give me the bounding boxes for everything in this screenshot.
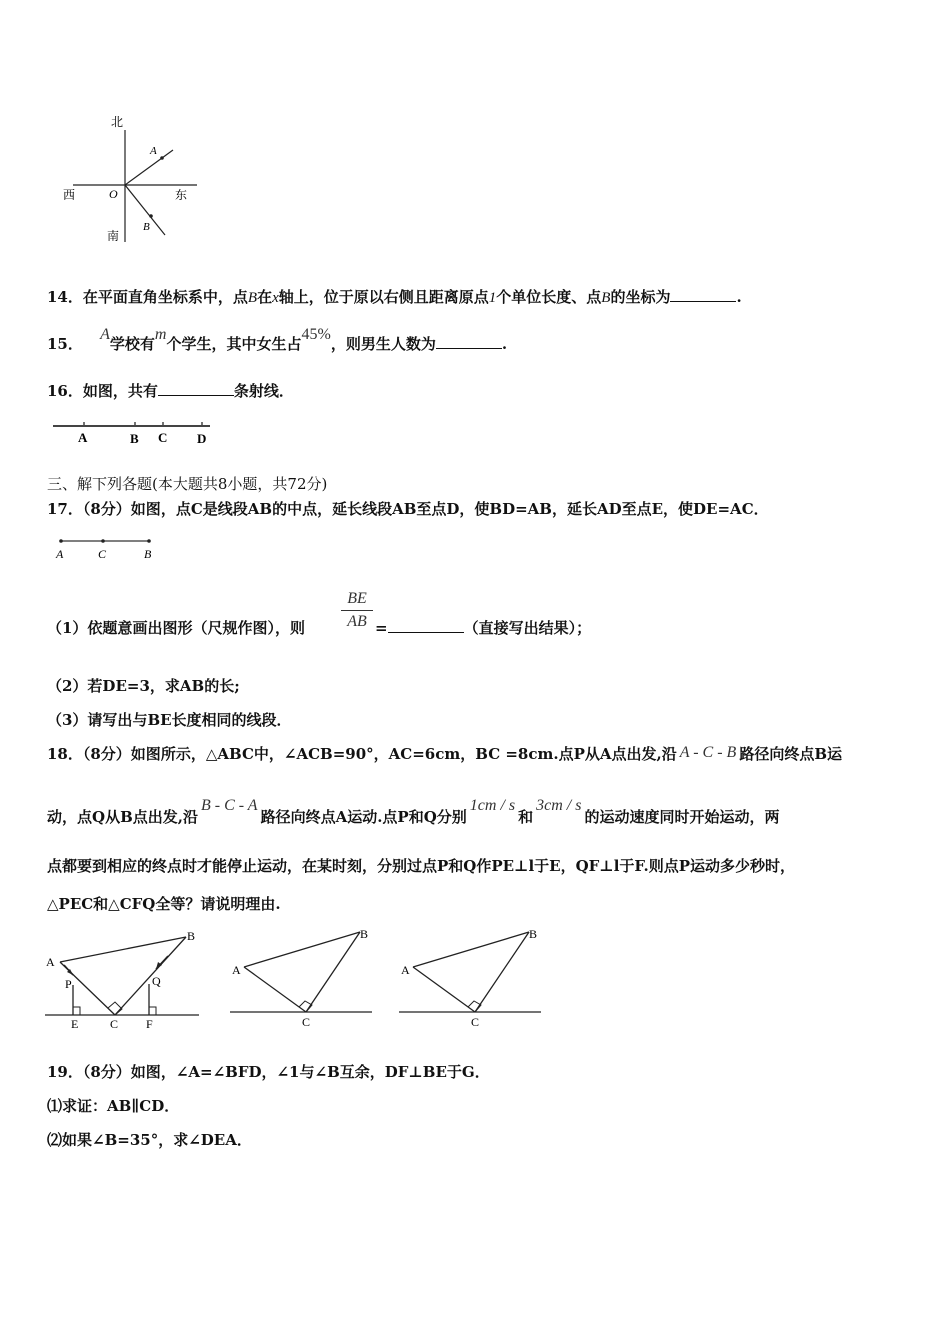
q16-number: 16． bbox=[47, 382, 83, 400]
question-18-line-1: 18．（8分）如图所示，△ABC中，∠ACB=90°，AC=6cm，BC =8cm.点P从A点出发,沿 A - C - B 路径向终点B运 bbox=[47, 744, 843, 763]
q18-figure-2 bbox=[226, 922, 376, 1032]
q18-number: 18． bbox=[47, 745, 83, 763]
q17-label-c: C bbox=[98, 547, 107, 561]
compass-south: 南 bbox=[107, 229, 120, 243]
q18-fig1-label-e: E bbox=[71, 1017, 79, 1031]
compass-north: 北 bbox=[111, 115, 124, 129]
q18-figure-3 bbox=[395, 922, 545, 1032]
q17-part-3: （3）请写出与BE长度相同的线段． bbox=[47, 711, 292, 729]
q19-part-2: ⑵如果∠B=35°，求∠DEA． bbox=[47, 1131, 252, 1149]
q16-answer-blank[interactable] bbox=[158, 381, 234, 396]
q17-label-a: A bbox=[56, 547, 64, 561]
compass-point-b: B bbox=[143, 221, 150, 233]
section-3-heading: 三、解下列各题(本大题共8小题，共72分) bbox=[47, 475, 328, 493]
compass-figure bbox=[55, 110, 205, 245]
q18-fig1-label-c: C bbox=[110, 1017, 119, 1031]
question-17: 17．（8分）如图，点C是线段AB的中点，延长线段AB至点D，使BD=AB，延长AD至点E，使DE=AC． bbox=[47, 500, 769, 518]
q17-fraction-numerator: BE bbox=[341, 590, 373, 611]
compass-west: 西 bbox=[63, 188, 76, 202]
q18-fig1-label-q: Q bbox=[152, 974, 161, 988]
q15-answer-blank[interactable] bbox=[436, 334, 502, 349]
q18-fig1-label-p: P bbox=[65, 977, 72, 991]
q16-label-a: A bbox=[78, 430, 88, 445]
q16-label-c: C bbox=[158, 430, 168, 445]
question-19: 19．（8分）如图，∠A=∠BFD，∠1与∠B互余，DF⊥BE于G． bbox=[47, 1063, 490, 1081]
question-18-line-2: 动，点Q从B点出发,沿B - C - A路径向终点A运动.点P和Q分别1cm / s和3cm / s的运动速度同时开始运动，两 bbox=[47, 797, 780, 826]
q18-fig1-label-f: F bbox=[146, 1017, 153, 1031]
q17-part-1: （1）依题意画出图形（尺规作图），则 bbox=[47, 619, 305, 637]
q18-fig1-label-b: B bbox=[187, 929, 196, 943]
question-15: 15． A学校有m个学生，其中女生占45%，则男生人数为 . bbox=[47, 326, 508, 353]
q18-fig3-label-b: B bbox=[529, 927, 538, 941]
q17-fraction bbox=[341, 590, 373, 631]
q16-label-d: D bbox=[197, 431, 207, 446]
q14-answer-blank[interactable] bbox=[670, 287, 736, 302]
q18-fig3-label-a: A bbox=[401, 963, 410, 977]
q15-number: 15． bbox=[47, 335, 83, 353]
q18-fig2-label-a: A bbox=[232, 963, 241, 977]
q14-number: 14． bbox=[47, 288, 83, 306]
question-18-line-3: 点都要到相应的终点时才能停止运动，在某时刻，分别过点P和Q作PE⊥l于E，QF⊥l于F.则点P运动多少秒时， bbox=[47, 857, 796, 875]
compass-origin: O bbox=[109, 187, 118, 201]
q17-label-b: B bbox=[144, 547, 152, 561]
q16-ray-figure bbox=[50, 418, 220, 448]
q18-fig2-label-c: C bbox=[302, 1015, 311, 1029]
q18-fig2-label-b: B bbox=[360, 927, 369, 941]
q18-figure-1 bbox=[42, 925, 202, 1035]
question-16: 16．如图，共有 条射线． bbox=[47, 382, 294, 400]
compass-east: 东 bbox=[175, 188, 188, 202]
q17-number: 17． bbox=[47, 500, 83, 518]
q17-segment-figure bbox=[55, 533, 165, 563]
q18-fig1-label-a: A bbox=[46, 955, 55, 969]
q16-label-b: B bbox=[130, 431, 139, 446]
q17-part-2: （2）若DE=3，求AB的长; bbox=[47, 677, 240, 695]
q18-fig3-label-c: C bbox=[471, 1015, 480, 1029]
q19-part-1: ⑴求证：AB∥CD． bbox=[47, 1097, 180, 1115]
compass-point-a: A bbox=[150, 145, 157, 157]
question-18-line-4: △PEC和△CFQ全等？请说明理由. bbox=[47, 895, 281, 913]
q19-number: 19． bbox=[47, 1063, 83, 1081]
question-14: 14．在平面直角坐标系中，点B在x轴上，位于原以右侧且距离原点1个单位长度、点B的坐标为 . bbox=[47, 288, 742, 306]
q17-part-1-answer: = （直接写出结果）； bbox=[375, 619, 592, 637]
q17-fraction-denominator: AB bbox=[347, 613, 367, 630]
q17-answer-blank[interactable] bbox=[388, 618, 464, 633]
